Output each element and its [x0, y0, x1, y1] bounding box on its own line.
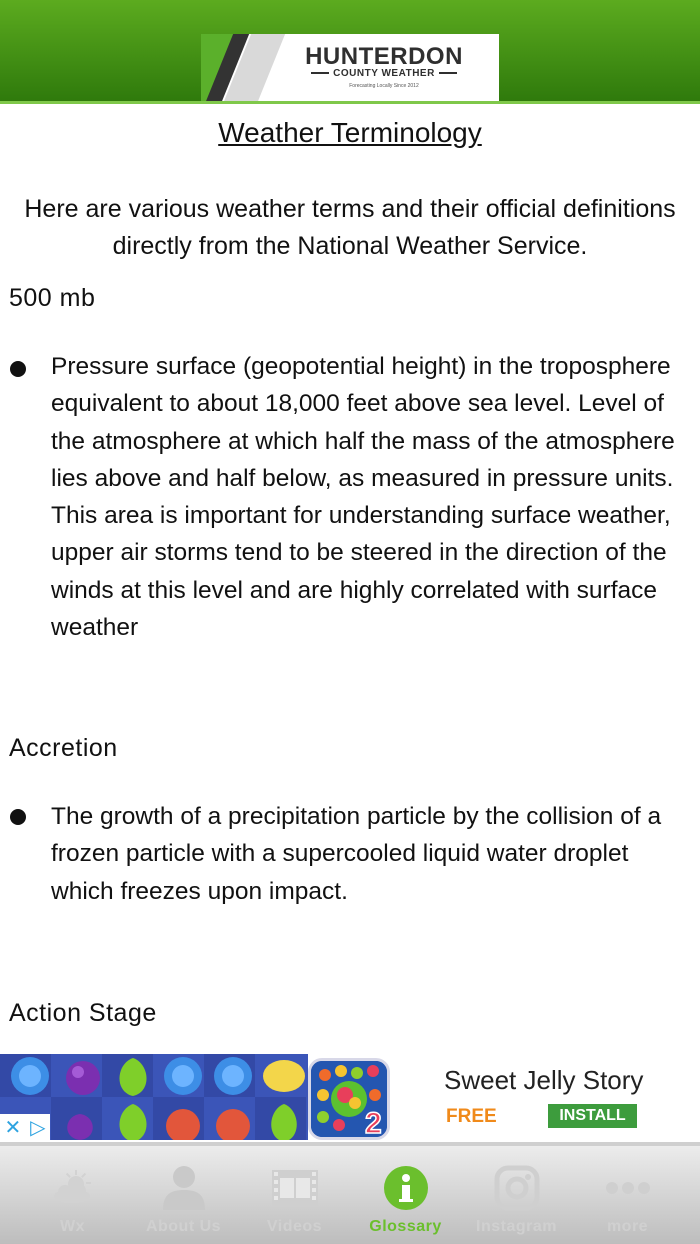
person-icon [161, 1164, 207, 1212]
tab-more[interactable] [572, 1146, 683, 1244]
info-icon [383, 1164, 429, 1212]
glossary-content[interactable] [0, 107, 700, 1054]
tab-label: Wx [60, 1218, 85, 1235]
ad-fruit-grid-image[interactable] [0, 1054, 308, 1140]
ad-close-icon[interactable]: ✕ [4, 1116, 22, 1139]
ad-close-area[interactable] [0, 1114, 50, 1140]
weather-cloud-sun-icon [50, 1164, 96, 1212]
tab-glossary[interactable] [350, 1146, 461, 1244]
app-header [0, 0, 700, 104]
ad-title[interactable]: Sweet Jelly Story [444, 1065, 644, 1095]
ad-price: FREE [446, 1106, 497, 1127]
term-heading: Action Stage [9, 999, 157, 1027]
logo-brand-text: HUNTERDON [305, 43, 463, 70]
ad-banner[interactable] [0, 1054, 700, 1142]
ad-app-icon[interactable] [308, 1058, 390, 1140]
tab-label: Videos [266, 1218, 323, 1235]
tab-instagram[interactable] [461, 1146, 572, 1244]
bottom-tab-bar [0, 1146, 700, 1244]
more-dots-icon [605, 1164, 651, 1212]
app-icon-badge: 2 [365, 1107, 382, 1137]
adchoices-icon[interactable]: ▷ [30, 1116, 46, 1139]
intro-text: Here are various weather terms and their official definitions directly from the National Weather Service. [24, 195, 676, 260]
jelly-app-icon-graphic [311, 1061, 387, 1137]
ad-install-button[interactable]: INSTALL [548, 1104, 637, 1128]
logo-tagline: Forecasting Locally Since 2012 [349, 83, 419, 89]
tab-videos[interactable] [239, 1146, 350, 1244]
tab-label: Glossary [369, 1218, 442, 1235]
logo-sub-text: COUNTY WEATHER [299, 68, 469, 79]
instagram-icon [494, 1164, 540, 1212]
page-title: Weather Terminology [218, 117, 482, 148]
tab-label: more [606, 1218, 649, 1235]
term-heading: 500 mb [9, 284, 96, 312]
term-definition: Pressure surface (geopotential height) in the troposphere equivalent to about 18,000 feet above sea level. Level of the atmosphere at which half the mass of the atmosphere lies above and half below, as measured in pressure units. This area is important for understanding surface weather, upper air storms tend to be steered in the direction of the winds at this level and are highly correlated with surface weather [51, 353, 675, 642]
tab-about-us[interactable] [128, 1146, 239, 1244]
hunterdon-logo[interactable] [201, 34, 499, 101]
term-heading: Accretion [9, 734, 118, 762]
tab-label: About Us [145, 1218, 222, 1235]
film-strip-icon [272, 1164, 318, 1212]
tab-wx[interactable] [17, 1146, 128, 1244]
term-definition: The growth of a precipitation particle by the collision of a frozen particle with a supercooled liquid water droplet which freezes upon impact. [51, 803, 662, 905]
bullet-icon [10, 809, 26, 825]
tab-label: Instagram [476, 1218, 557, 1235]
bullet-icon [10, 361, 26, 377]
